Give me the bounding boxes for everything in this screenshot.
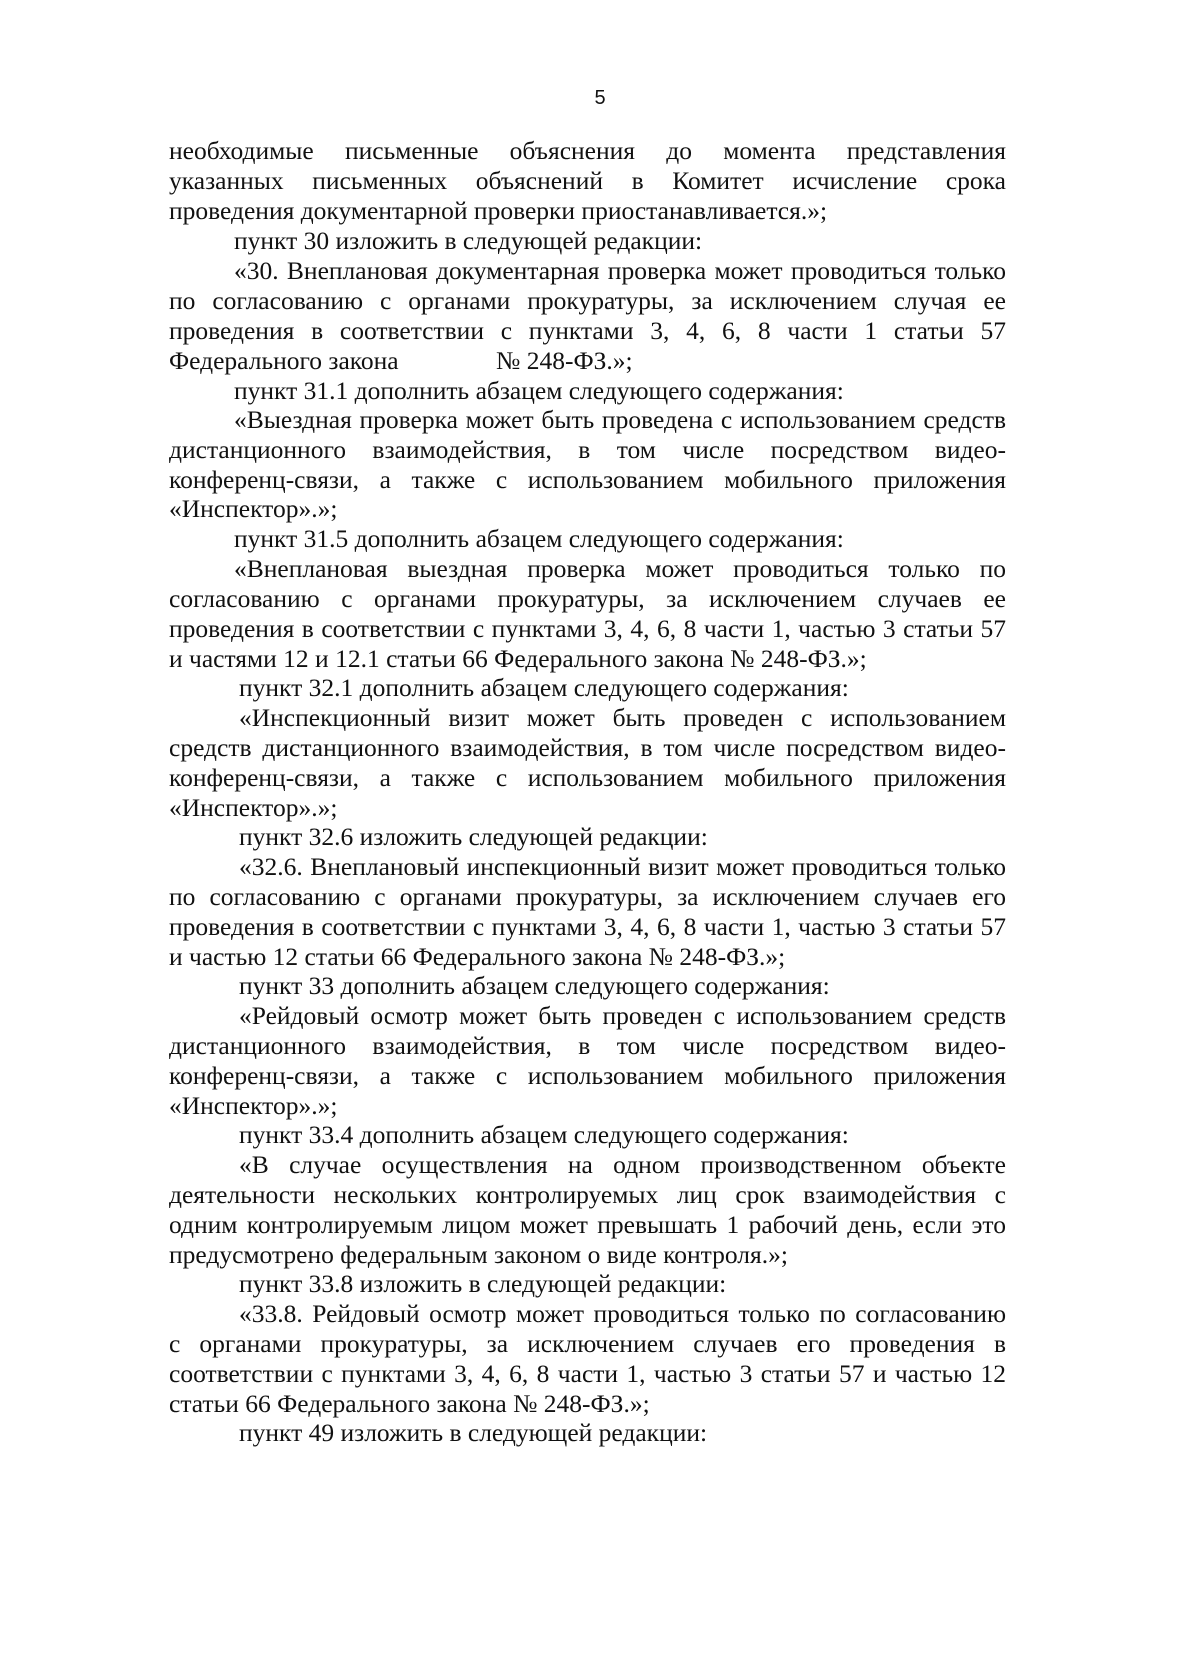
text-line: проведения в соответствии с пунктами 3, 4, 6, 8 части 1, частью 3 статьи 57: [169, 614, 1006, 643]
text-line: «30. Внеплановая документарная проверка может проводиться только: [234, 256, 1006, 285]
text-line: «Инспектор».»;: [169, 1091, 338, 1120]
text-line: одним контролируемым лицом может превышать 1 рабочий день, если это: [169, 1210, 1006, 1239]
text-line: «32.6. Внеплановый инспекционный визит может проводиться только: [239, 852, 1006, 881]
text-line: указанных письменных объяснений в Комитет исчисление срока: [169, 166, 1006, 195]
text-line: деятельности нескольких контролируемых лиц срок взаимодействия с: [169, 1180, 1006, 1209]
text-line: средств дистанционного взаимодействия, в том числе посредством видео-: [169, 733, 1006, 762]
text-line: предусмотрено федеральным законом о виде контроля.»;: [169, 1240, 788, 1269]
text-line: конференц-связи, а также с использованием мобильного приложения: [169, 465, 1006, 494]
text-line: пункт 32.1 дополнить абзацем следующего содержания:: [239, 673, 849, 702]
text-line: конференц-связи, а также с использованием мобильного приложения: [169, 763, 1006, 792]
text-line: пункт 33 дополнить абзацем следующего содержания:: [239, 971, 830, 1000]
text-line: пункт 33.8 изложить в следующей редакции:: [239, 1269, 727, 1298]
text-line: проведения в соответствии с пунктами 3, 4, 6, 8 части 1, частью 3 статьи 57: [169, 912, 1006, 941]
text-line: проведения документарной проверки приостанавливается.»;: [169, 196, 828, 225]
text-line: пункт 31.5 дополнить абзацем следующего содержания:: [234, 524, 844, 553]
text-line: «Инспектор».»;: [169, 494, 338, 523]
text-line: «Инспектор».»;: [169, 793, 338, 822]
text-line: статьи 66 Федерального закона № 248-ФЗ.»;: [169, 1389, 650, 1418]
text-line: по согласованию с органами прокуратуры, за исключением случаев его: [169, 882, 1006, 911]
text-line: «В случае осуществления на одном производственном объекте: [239, 1150, 1006, 1179]
text-line: пункт 31.1 дополнить абзацем следующего содержания:: [234, 376, 844, 405]
text-line: «Инспекционный визит может быть проведен с использованием: [239, 703, 1006, 732]
text-line: необходимые письменные объяснения до момента представления: [169, 136, 1006, 165]
text-line: «33.8. Рейдовый осмотр может проводиться только по согласованию: [239, 1299, 1006, 1328]
text-line: проведения в соответствии с пунктами 3, 4, 6, 8 части 1 статьи 57: [169, 316, 1006, 345]
text-line: «Выездная проверка может быть проведена с использованием средств: [234, 405, 1006, 434]
text-line: согласованию с органами прокуратуры, за исключением случаев ее: [169, 584, 1006, 613]
text-line: пункт 32.6 изложить следующей редакции:: [239, 822, 708, 851]
text-line: пункт 49 изложить в следующей редакции:: [239, 1418, 708, 1447]
text-line: по согласованию с органами прокуратуры, за исключением случая ее: [169, 286, 1006, 315]
text-line: соответствии с пунктами 3, 4, 6, 8 части 1, частью 3 статьи 57 и частью 12: [169, 1359, 1006, 1388]
text-line: дистанционного взаимодействия, в том числе посредством видео-: [169, 435, 1006, 464]
text-line: «Рейдовый осмотр может быть проведен с использованием средств: [239, 1001, 1006, 1030]
text-line: и частью 12 статьи 66 Федерального закона № 248-ФЗ.»;: [169, 942, 786, 971]
text-line: № 248-ФЗ.»;: [496, 346, 633, 375]
text-line: и частями 12 и 12.1 статьи 66 Федерального закона № 248-ФЗ.»;: [169, 644, 867, 673]
text-line: дистанционного взаимодействия, в том числе посредством видео-: [169, 1031, 1006, 1060]
page-number: 5: [594, 87, 606, 109]
text-line: с органами прокуратуры, за исключением случаев его проведения в: [169, 1329, 1006, 1358]
text-line: пункт 30 изложить в следующей редакции:: [234, 226, 703, 255]
text-line: «Внеплановая выездная проверка может проводиться только по: [234, 554, 1006, 583]
text-line: пункт 33.4 дополнить абзацем следующего содержания:: [239, 1120, 849, 1149]
text-line: Федерального закона: [169, 346, 399, 375]
text-line: конференц-связи, а также с использованием мобильного приложения: [169, 1061, 1006, 1090]
